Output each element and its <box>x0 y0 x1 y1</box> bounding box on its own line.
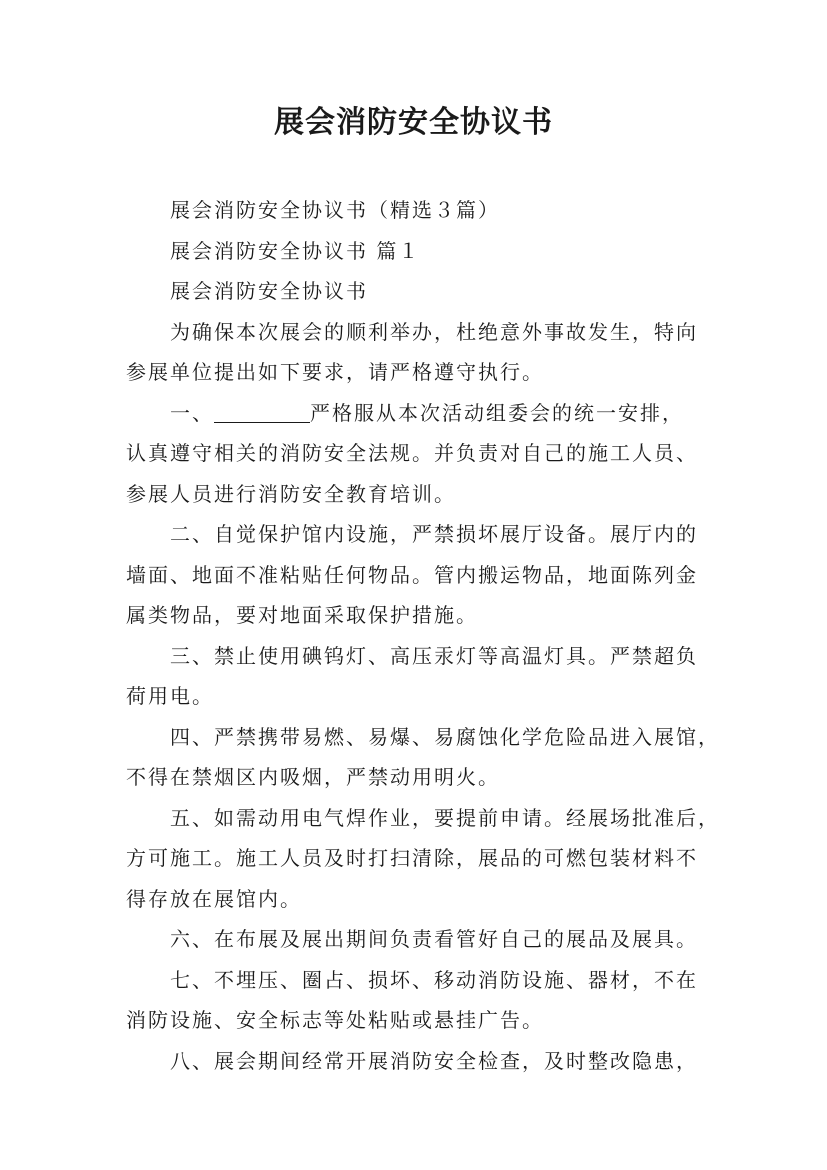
paragraph-line: 荷用电。 <box>126 684 214 708</box>
paragraph-line: 墙面、地面不准粘贴任何物品。管内搬运物品，地面陈列金 <box>126 562 698 587</box>
paragraph-line: 五、如需动用电气焊作业，要提前申请。经展场批准后， <box>170 805 720 830</box>
paragraph-line: 认真遵守相关的消防安全法规。并负责对自己的施工人员、 <box>126 441 698 465</box>
paragraph-line: 参展人员进行消防安全教育培训。 <box>126 481 456 506</box>
paragraph-line: 展会消防安全协议书（精选３篇） <box>170 198 500 222</box>
paragraph-line: 六、在布展及展出期间负责看管好自己的展品及展具。 <box>170 927 698 951</box>
document-body <box>126 190 718 1081</box>
paragraph-line: 为确保本次展会的顺利举办，杜绝意外事故发生，特向 <box>170 319 698 344</box>
paragraph-line: 二、自觉保护馆内设施，严禁损坏展厅设备。展厅内的 <box>170 522 698 546</box>
paragraph-line: 展会消防安全协议书 篇１ <box>170 238 421 263</box>
paragraph <box>126 1041 718 1082</box>
paragraph <box>126 393 718 515</box>
paragraph <box>126 798 718 920</box>
paragraph-line <box>126 393 718 434</box>
paragraph-line: 参展单位提出如下要求，请严格遵守执行。 <box>126 360 544 384</box>
paragraph-line: 八、展会期间经常开展消防安全检查，及时整改隐患， <box>170 1048 698 1073</box>
item-number: 一、 <box>170 400 214 425</box>
paragraph <box>126 919 718 960</box>
paragraph <box>126 514 718 636</box>
paragraph-line: 方可施工。施工人员及时打扫清除，展品的可燃包装材料不 <box>126 846 698 870</box>
paragraph-line: 得存放在展馆内。 <box>126 886 302 911</box>
paragraph-line: 七、不埋压、圈占、损坏、移动消防设施、器材，不在 <box>170 967 698 992</box>
paragraph-line: 属类物品，要对地面采取保护措施。 <box>126 603 478 627</box>
paragraph <box>126 190 718 231</box>
fill-in-blank <box>214 402 310 423</box>
page-title: 展会消防安全协议书 <box>274 105 553 140</box>
paragraph-line: 四、严禁携带易燃、易爆、易腐蚀化学危险品进入展馆， <box>170 724 720 749</box>
paragraph <box>126 636 718 717</box>
paragraph-line: 三、禁止使用碘钨灯、高压汞灯等高温灯具。严禁超负 <box>170 643 698 668</box>
paragraph-line: 不得在禁烟区内吸烟，严禁动用明火。 <box>126 765 500 789</box>
paragraph-line: 消防设施、安全标志等处粘贴或悬挂广告。 <box>126 1008 544 1032</box>
paragraph <box>126 312 718 393</box>
paragraph <box>126 271 718 312</box>
paragraph <box>126 960 718 1041</box>
paragraph <box>126 717 718 798</box>
paragraph <box>126 231 718 272</box>
paragraph-line: 展会消防安全协议书 <box>170 279 368 303</box>
item-text: 严格服从本次活动组委会的统一安排， <box>310 400 684 425</box>
